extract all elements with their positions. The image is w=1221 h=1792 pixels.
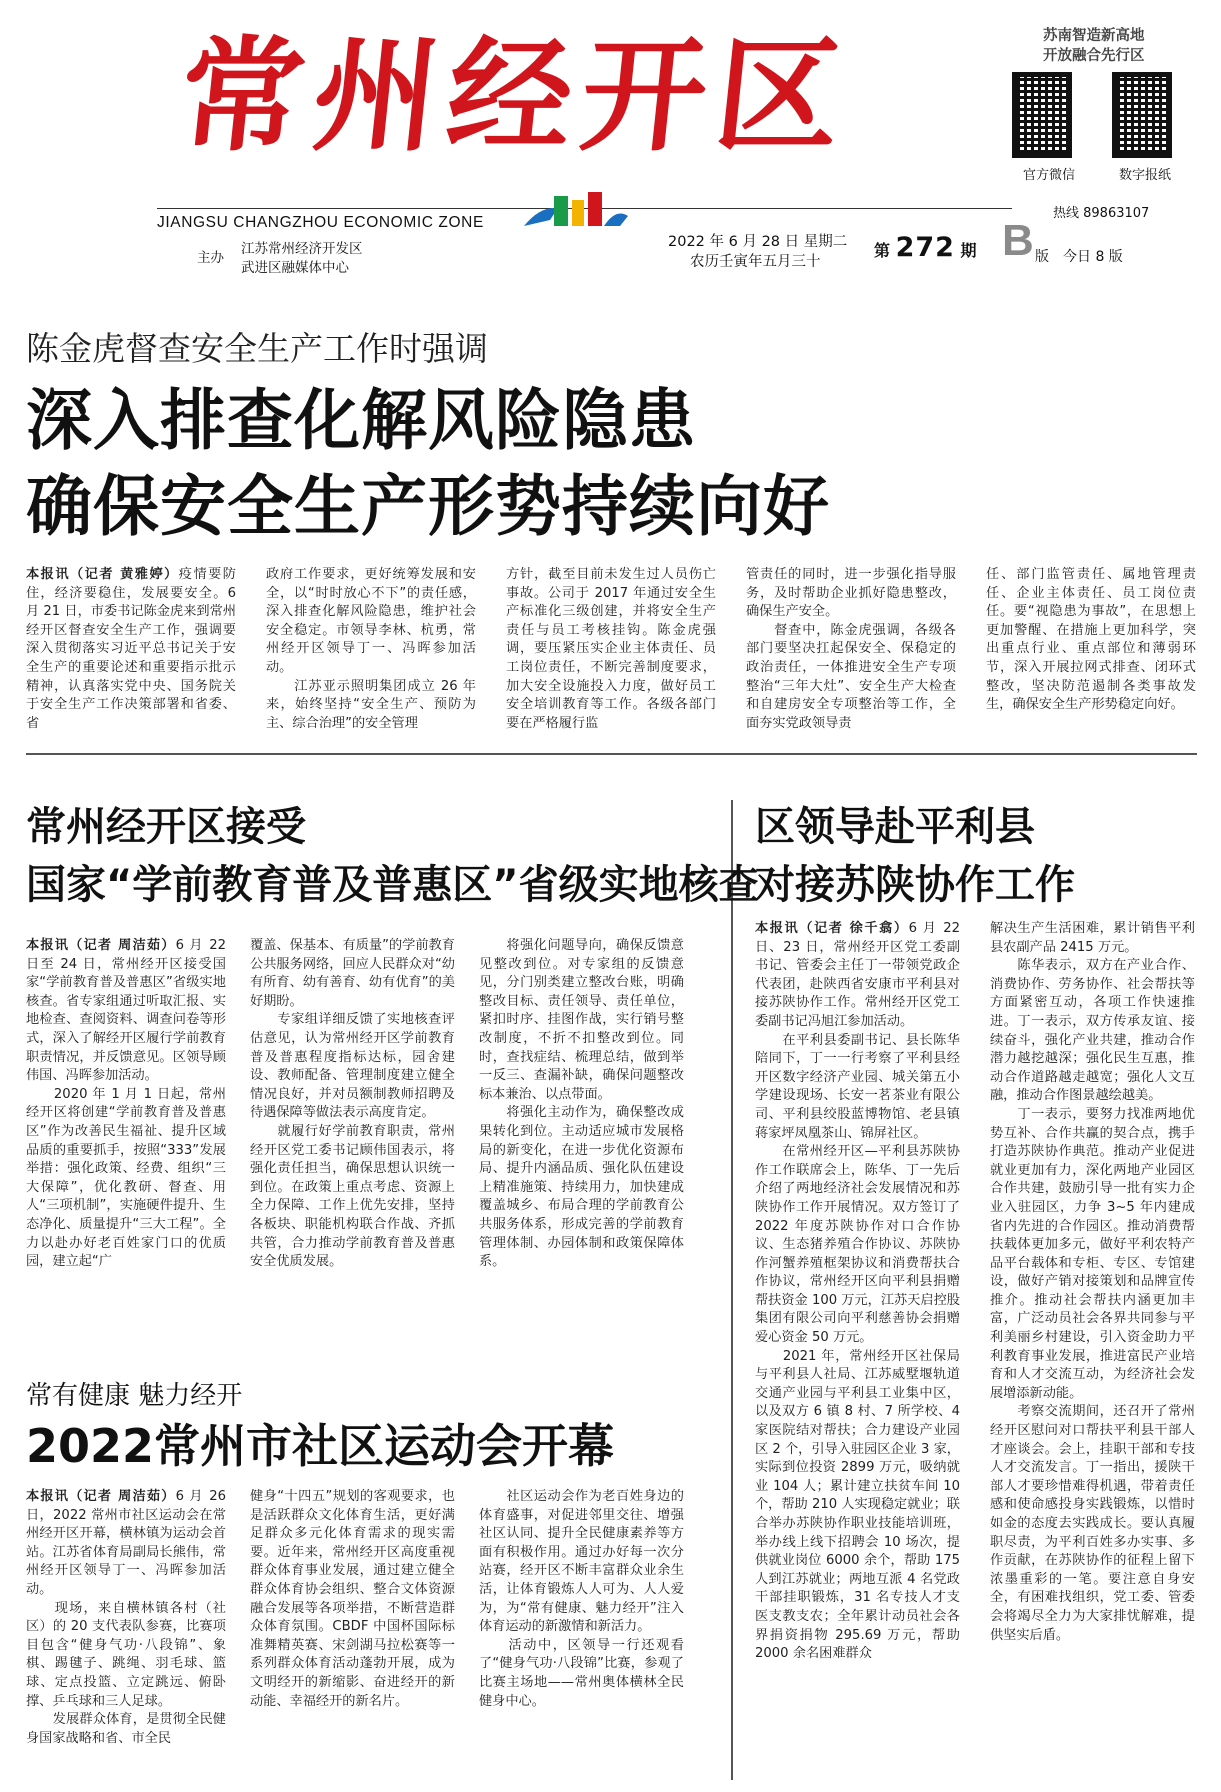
article4-column-2: 解决生产生活困难，累计销售平利县农副产品 2415 万元。 陈华表示，双方在产业合作、消费协作、劳务协作、社会帮扶等方面紧密互动，各项工作快速推进。丁一表示，双方传承友谊、接续奋斗，强化产业共建，推动合作潜力越挖越深；强化民生互惠，推动合作道路越走越宽；强化人文互融，推动合作图景越绘越美。 丁一表示，要努力找准两地优势互补、合作共赢的契合点，携手打造苏陕协作典范。推动产业促进就业更加有力，深化两地产业园区合作共建，鼓励引导一批有实力企业入驻园区，力争 3~5 年内建成省内先进的合作园区。推动消费帮扶载体更加多元，做好平利农特产品平台载体和专柜、专区、专馆建设，做好产销对接策划和品牌宣传推介。推动社会帮扶内涵更加丰富，广泛动员社会各界共同参与平利美丽乡村建设，引入资金助力平利教育事业发展，推进富民产业培育和人才交流互动，为经济社会发展增添新动能。 考察交流期间，还召开了常州经开区慰问对口帮扶平利县干部人才座谈会。会上，挂职干部和专技人才交流发言。丁一指出，援陕干部人才要珍惜难得机遇，带着责任感和使命感投身实践锻炼，以惜时如金的态度去实践成长。要认真履职尽责，为平利百姓多办实事、多作贡献，在苏陕协作的征程上留下浓墨重彩的一笔。要注意自身安全，有困难找组织，党工委、管委会将竭尽全力为大家排忧解难，提供坚实后盾。 (990, 921, 1195, 1643)
article2-column-1: 本报讯（记者 周洁茹）6 月 22 日至 24 日，常州经开区接受国家“学前教育普及普惠区”省级实地核查。省专家组通过听取汇报、实地检查、查阅资料、调查问卷等形式，深入了解经开区履行学前教育职责情况，并反馈意见。区领导顾伟国、冯晖参加活动。 2020 年 1 月 1 日起，常州经开区将创建“学前教育普及普惠区”作为改善民生福祉、提升区域品质的重要抓手，按照“333”发展举措：强化政策、经费、组织“三大保障”，优化教研、督查、用人“三项机制”，实施硬件提升、生态净化、质量提升“三大工程”。全力以赴办好老百姓家门口的优质园，建立起“广 (26, 938, 226, 1270)
article1-column-3: 方针，截至目前未发生过人员伤亡事故。公司于 2017 年通过安全生产标准化三级创建，并将安全生产责任与员工考核挂钩。陈金虎强调，要压紧压实企业主体责任、员工岗位责任，不断完善制度要求，加大安全设施投入力度，做好员工安全培训教育等工作。各级各部门要在严格履行监 (506, 567, 716, 731)
issue-date: 2022 年 6 月 28 日 星期二 (668, 234, 848, 250)
slogan-line-2: 开放融合先行区 (1043, 48, 1145, 64)
qr-caption-wechat: 官方微信 (1023, 168, 1076, 183)
qr-caption-epaper: 数字报纸 (1119, 168, 1172, 183)
article2-headline-line-1: 常州经开区接受 (26, 804, 306, 850)
article3-kicker: 常有健康 魅力经开 (26, 1381, 243, 1411)
article3-headline: 2022常州市社区运动会开幕 (26, 1419, 615, 1473)
today-pages: 今日 8 版 (1063, 249, 1123, 265)
slogan (1043, 26, 1173, 66)
article2-column-2: 覆盖、保基本、有质量”的学前教育公共服务网络，回应人民群众对“幼有所育、幼有善育、幼有优育”的美好期盼。 专家组详细反馈了实地核查评估意见，认为常州经开区学前教育普及普惠程度指标达标，园舍建设、教师配备、管理制度建立健全情况良好，并对员额制教师招聘及待遇保障等做法表示高度肯定。 就履行好学前教育职责，常州经开区党工委书记顾伟国表示，将强化责任担当，确保思想认识统一到位。在政策上重点考虑、资源上全力保障、工作上优先安排，坚持各板块、职能机构联合作战、齐抓共管，合力推动学前教育普及普惠安全优质发展。 (250, 938, 455, 1270)
article4-headline (755, 798, 1075, 914)
article1-column-4: 管责任的同时，进一步强化指导服务，及时帮助企业抓好隐患整改，确保生产安全。 督查中，陈金虎强调，各级各部门要坚决扛起保安全、保稳定的政治责任，一体推进安全生产专项整治“三年大灶”、安全生产大检查和自建房安全专项整治等工作，全面夯实党政领导责 (746, 567, 956, 731)
article4-column-1: 本报讯（记者 徐千翕）6 月 22 日、23 日，常州经开区党工委副书记、管委会主任丁一带领党政企代表团，赴陕西省安康市平利县对接苏陕协作工作。常州经开区党工委副书记冯旭江参加活动。 在平利县委副书记、县长陈华陪同下，丁一一行考察了平利县经开区数字经济产业园、城关第五小学建设现场、长安一茗茶业有限公司、平利县绞股蓝博物馆、老县镇蒋家坪凤凰茶山、锦屏社区。 在常州经开区—平利县苏陕协作工作联席会上，陈华、丁一先后介绍了两地经济社会发展情况和苏陕协作工作开展情况。双方签订了 2022 年度苏陕协作对口合作协议、生态猪养殖合作协议、苏陕协作河蟹养殖框架协议和消费帮扶合作协议，常州经开区向平利县捐赠帮扶资金 100 万元，江苏天启控股集团有限公司向平利慈善协会捐赠爱心资金 50 万元。 2021 年，常州经开区社保局与平利县人社局、江苏威墅堰轨道交通产业园与平利县工业集中区，以及双方 6 镇 8 村、7 所学校、4 家医院结对帮扶；合力建设产业园区 2 个，引导入驻园区企业 3 家，实际到位投资 2899 万元，吸纳就业 104 人；累计建立扶贫车间 10 个，帮助 210 人实现稳定就业；联合举办苏陕协作职业技能培训班，举办线上线下招聘会 10 场次，提供就业岗位 6000 余个，帮助 175 人到江苏就业；两地互派 4 名党政干部挂职锻炼，31 名专技人才支医支教支农；全年累计动员社会各界捐资捐物 295.69 万元，帮助 2000 余名困难群众 (755, 921, 960, 1662)
column-divider (731, 800, 733, 1780)
article3-column-3: 社区运动会作为老百姓身边的体育盛事，对促进邻里交往、增强社区认同、提升全民健康素养等方面有积极作用。通过办好每一次分站赛，经开区不断丰富群众业余生活，让体育锻炼人人可为、人人爱为，为“常有健康、魅力经开”注入体育运动的新激情和新活力。 活动中，区领导一行还观看了“健身气功·八段锦”比赛，参观了比赛主场地——常州奥体横林全民健身中心。 (479, 1489, 684, 1709)
article1-column-5: 任、部门监管责任、属地管理责任、企业主体责任、员工岗位责任。要“视隐患为事故”，在思想上更加警醒、在措施上更加科学，突出重点行业、重点部位和薄弱环节，深入开展拉网式排查、闭环式整改，坚决防范遏制各类事故发生，确保安全生产形势稳定向好。 (986, 567, 1196, 713)
slogan-line-1: 苏南智造新高地 (1043, 28, 1145, 44)
section-divider (26, 753, 1197, 755)
masthead-english: JIANGSU CHANGZHOU ECONOMIC ZONE (157, 214, 484, 231)
article3-column-2: 健身“十四五”规划的客观要求，也是活跃群众文化体育生活，更好满足群众多元化体育需求的现实需要。近年来，常州经开区高度重视群众体育事业发展，通过建立健全群众体育协会组织、整合文体资源融合发展等各项举措，不断营造群众体育氛围。CBDF 中国杯国际标准舞精英赛、宋剑湖马拉松赛等一系列群众体育活动蓬勃开展，成为文明经开的新缩影、奋进经开的新动能、幸福经开的新名片。 (250, 1489, 455, 1709)
article4-headline-line-2: 对接苏陕协作工作 (755, 862, 1075, 908)
issue-number: 第 272 期 (874, 232, 977, 263)
edition-suffix: 版 (1035, 249, 1049, 265)
host-line-1: 江苏常州经济开发区 (241, 241, 363, 257)
article1-column-1: 本报讯（记者 黄雅婷）疫情要防住，经济要稳住，发展要安全。6 月 21 日，市委书记陈金虎来到常州经开区督查安全生产工作，强调要深入贯彻落实习近平总书记关于安全生产的重要论述和重要指示批示精神，认真落实党中央、国务院关于安全生产工作决策部署和省委、省 (26, 567, 236, 731)
zone-logo-icon (520, 186, 630, 232)
article2-column-3: 将强化问题导向，确保反馈意见整改到位。对专家组的反馈意见，分门别类建立整改台账，明确整改目标、责任领导、责任单位，紧扣时序、挂图作战，实行销号整改制度，不折不扣整改到位。同时，查找症结、梳理总结，做到举一反三、查漏补缺，确保问题整改标本兼治、以点带面。 将强化主动作为，确保整改成果转化到位。主动适应城市发展格局的新变化，在进一步优化资源布局、提升内涵品质、强化队伍建设上精准施策、持续用力，加快建成覆盖城乡、布局合理的学前教育公共服务体系，形成完善的学前教育管理体制、办园体制和政策保障体系。 (479, 938, 684, 1270)
wechat-qr-code[interactable] (1012, 72, 1072, 158)
hotline: 热线 89863107 (1053, 206, 1150, 221)
article1-kicker: 陈金虎督查安全生产工作时强调 (26, 329, 488, 368)
host-label: 主办 (197, 250, 224, 266)
article2-headline-line-2: 国家“学前教育普及普惠区”省级实地核查 (26, 862, 759, 908)
article4-headline-line-1: 区领导赴平利县 (755, 804, 1035, 850)
article2-headline (26, 798, 759, 914)
article1-headline (26, 378, 830, 550)
masthead-title: 常州经开区 (172, 24, 858, 169)
article3-column-1: 本报讯（记者 周洁茹）6 月 26 日，2022 常州市社区运动会在常州经开区开幕，横林镇为运动会首站。江苏省体育局副局长熊伟，常州经开区领导丁一、冯晖参加活动。 现场，来自横林镇各村（社区）的 20 支代表队参赛，比赛项目包含“健身气功·八段锦”、象棋、踢毽子、跳绳、羽毛球、篮球、定点投篮、立定跳远、俯卧撑、乒乓球和三人足球。 发展群众体育，是贯彻全民健身国家战略和省、市全民 (26, 1489, 226, 1746)
host-line-2: 武进区融媒体中心 (241, 260, 349, 276)
article1-headline-line-2: 确保安全生产形势持续向好 (26, 468, 830, 545)
article1-headline-line-1: 深入排查化解风险隐患 (26, 382, 696, 459)
edition-letter: B (1002, 216, 1034, 265)
epaper-qr-code[interactable] (1112, 72, 1172, 158)
article1-column-2: 政府工作要求，更好统筹发展和安全，以“时时放心不下”的责任感，深入排查化解风险隐患，维护社会安全稳定。市领导李林、杭勇，常州经开区领导丁一、冯晖参加活动。 江苏亚示照明集团成立 26 年来，始终坚持“安全生产、预防为主、综合治理”的安全管理 (266, 567, 476, 731)
lunar-date: 农历壬寅年五月三十 (690, 254, 821, 270)
